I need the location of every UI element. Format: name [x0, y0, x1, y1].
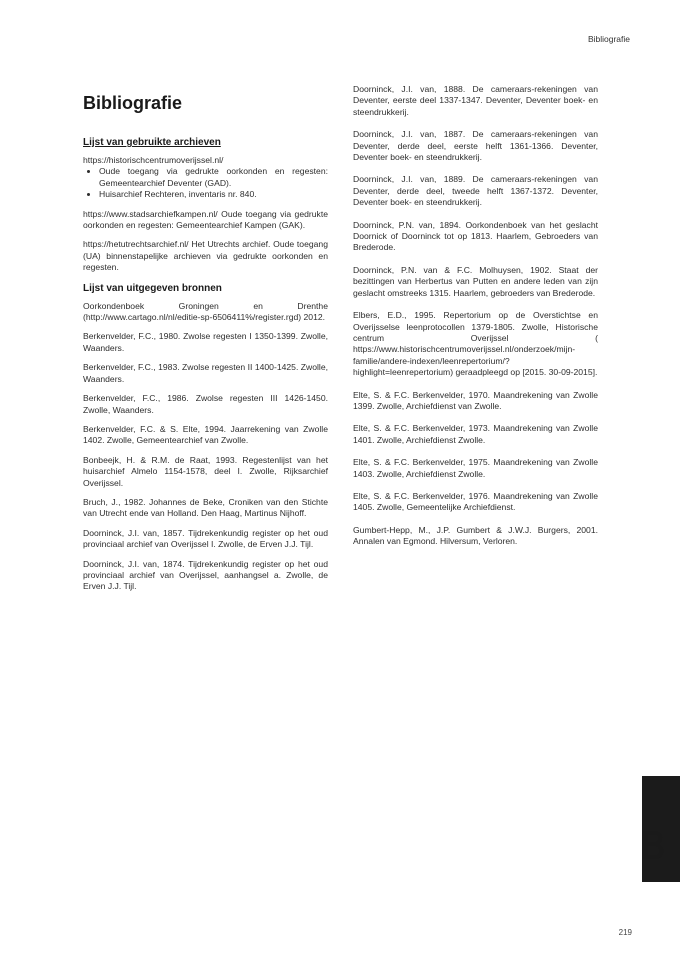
archives-paragraph-utrecht: https://hetutrechtsarchief.nl/ Het Utrechts archief. Oude toegang (UA) binnenstapelijke archieven via gedrukte oorkonden en regesten. — [83, 239, 328, 273]
bibliography-entry: Doorninck, J.I. van, 1887. De cameraars-rekeningen van Deventer, derde deel, eerste helft 1361-1366. Deventer, Deventer boek- en steendrukkerij. — [353, 129, 598, 163]
bibliography-entry: Bonbeejk, H. & R.M. de Raat, 1993. Regestenlijst van het huisarchief Almelo 1154-1578, deel I. Zwolle, Rijksarchief Overijssel. — [83, 454, 328, 488]
right-column — [353, 84, 598, 559]
bibliography-entry: Doorninck, P.N. van & F.C. Molhuysen, 1902. Staat der bezittingen van Herbertus van Putten en andere leden van zijn geslacht omstreeks 1315. Haarlem, gebroeders van Brederode. — [353, 264, 598, 298]
running-header: Bibliografie — [587, 34, 630, 44]
bibliography-entry: Doorninck, J.I. van, 1857. Tijdrekenkundig register op het oud provinciaal archief van Overijssel I. Zwolle, de Erven J.J. Tijl. — [83, 527, 328, 550]
bibliography-entry: Elte, S. & F.C. Berkenvelder, 1973. Maandrekening van Zwolle 1401. Zwolle, Archiefdienst Zwolle. — [353, 423, 598, 445]
bibliography-entry: Elte, S. & F.C. Berkenvelder, 1970. Maandrekening van Zwolle 1399. Zwolle, Archiefdienst van Zwolle. — [353, 389, 598, 411]
bibliography-entry: Berkenvelder, F.C. & S. Elte, 1994. Jaarrekening van Zwolle 1402. Zwolle, Gemeentearchief van Zwolle. — [83, 423, 328, 446]
page-number: 219 — [618, 928, 632, 937]
bibliography-entry: Doorninck, J.I. van, 1888. De cameraars-rekeningen van Deventer, eerste deel 1337-1347. Deventer, Deventer boek- en steendrukkerij. — [353, 84, 598, 117]
archives-url-1: https://historischcentrumoverijssel.nl/ — [83, 155, 224, 165]
bibliography-entry: Berkenvelder, F.C., 1983. Zwolse regesten II 1400-1425. Zwolle, Waanders. — [83, 362, 328, 384]
archives-paragraph-kampen: https://www.stadsarchiefkampen.nl/ Oude toegang via gedrukte oorkonden en regesten: Gemeentearchief Kampen (GAK). — [83, 208, 328, 231]
bibliography-entry: Doorninck, J.I. van, 1874. Tijdrekenkundig register op het oud provinciaal archief van Overijssel, aanhangsel a. Zwolle, de Erven J.J. Tijl. — [83, 558, 328, 592]
chapter-tab-letter: B — [639, 824, 666, 868]
archives-list-item: • Oude toegang via gedrukte oorkonden en regesten: Gemeentearchief Deventer (GAD). — [99, 166, 328, 189]
bibliography-entry: Elbers, E.D., 1995. Repertorium op de Overstichtse en Overijsselse leenprotocollen 1379-1805. Zwolle, Historische centrum Overijssel ( https://www.historischcentrumoverijssel.nl/onderzoek/mijn-familie/andere-indexen/leenrepertorium/?highlight=leenrepertorium) geraadpleegd op [2015. 30-09-2015]. — [353, 310, 598, 378]
bibliography-entry: Elte, S. & F.C. Berkenvelder, 1975. Maandrekening van Zwolle 1403. Zwolle, Archiefdienst Zwolle. — [353, 457, 598, 479]
bibliography-entry: Elte, S. & F.C. Berkenvelder, 1976. Maandrekening van Zwolle 1405. Zwolle, Gemeentelijke Archiefdienst. — [353, 490, 598, 513]
archives-heading: Lijst van gebruikte archieven — [83, 137, 221, 148]
left-column — [83, 84, 328, 601]
sources-heading: Lijst van uitgegeven bronnen — [83, 282, 222, 294]
bibliography-entry: Gumbert-Hepp, M., J.P. Gumbert & J.W.J. Burgers, 2001. Annalen van Egmond. Hilversum, Verloren. — [353, 524, 598, 547]
bibliography-entry: Doorninck, P.N. van, 1894. Oorkondenboek van het geslacht Doornick of Doorninck tot op 1813. Haarlem, Gebroeders van Brederode. — [353, 219, 598, 253]
archives-list-item: • Huisarchief Rechteren, inventaris nr. 840. — [99, 189, 328, 200]
bibliography-entry: Oorkondenboek Groningen en Drenthe (http://www.cartago.nl/nl/editie-sp-6506411%/register.rgd) 2012. — [83, 300, 328, 323]
bibliography-entry: Bruch, J., 1982. Johannes de Beke, Croniken van den Stichte van Utrecht ende van Holland. Den Haag, Martinus Nijhoff. — [83, 496, 328, 519]
bibliography-entry: Doorninck, J.I. van, 1889. De cameraars-rekeningen van Deventer, derde deel, tweede helft 1367-1372. Deventer, Deventer boek- en steendrukkerij. — [353, 174, 598, 208]
archives-list — [83, 166, 328, 200]
bibliography-entry: Berkenvelder, F.C., 1986. Zwolse regesten III 1426-1450. Zwolle, Waanders. — [83, 393, 328, 415]
bibliography-entry: Berkenvelder, F.C., 1980. Zwolse regesten I 1350-1399. Zwolle, Waanders. — [83, 331, 328, 353]
page-title: Bibliografie — [83, 93, 183, 113]
